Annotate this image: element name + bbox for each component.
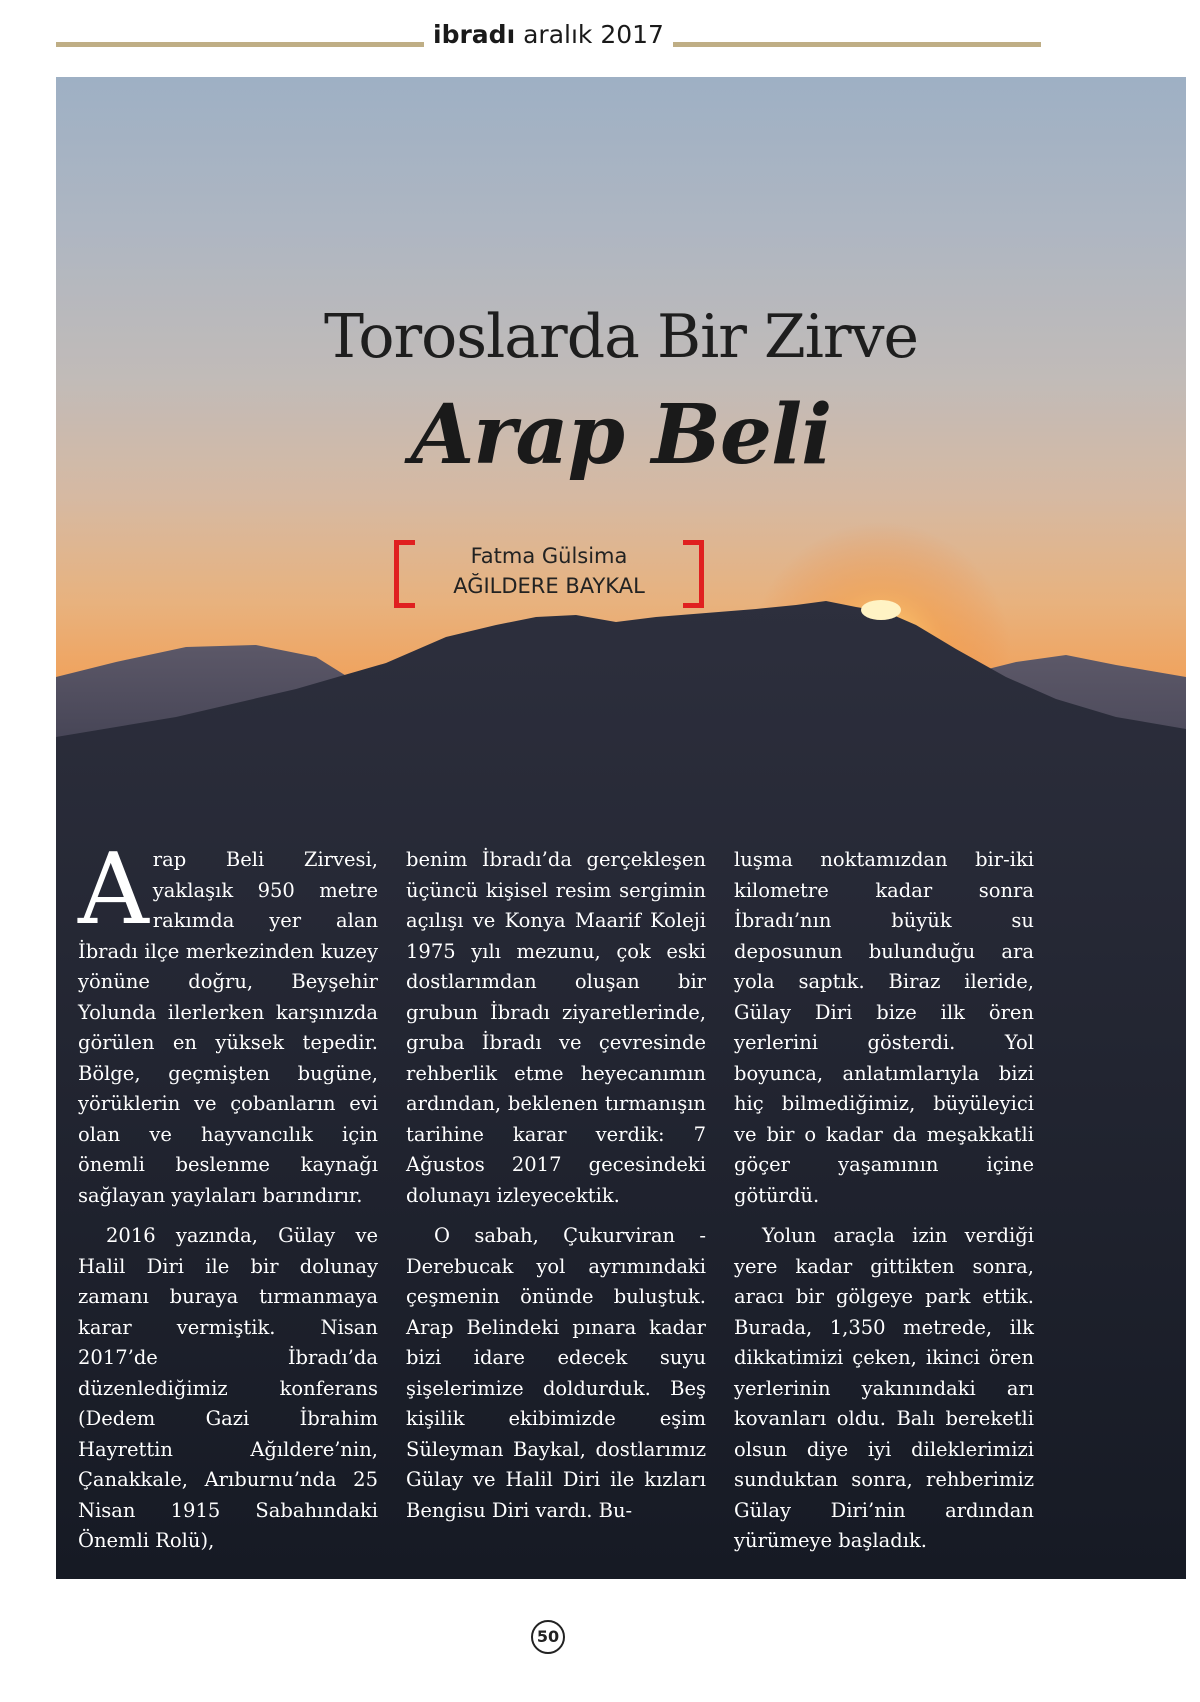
- paragraph-text: rap Beli Zirvesi, yaklaşık 950 metre rakımda yer alan İbradı ilçe merkezinden kuzey yönüne doğru, Beyşehir Yolunda ilerlerken karşınızda görülen en yüksek tepedir. Bölge, geçmişten bugüne, yörüklerin ve çobanların evi olan ve hayvancılık için önemli beslenme kaynağı sağlayan yaylaları barındırır.: [78, 848, 378, 1207]
- masthead-issue: aralık 2017: [523, 20, 664, 49]
- article-body: [78, 833, 1148, 1552]
- column-2: [406, 845, 706, 1545]
- paragraph: luşma noktamızdan bir-iki kilometre kadar sonra İbradı’nın büyük su deposunun bulunduğu ara yola saptık. Biraz ileride, Gülay Diri bize ilk ören yerlerini gösterdi. Yol boyunca, anlatımlarıyla bizi hiç bilmediğimiz, büyüleyici ve bir o kadar da meşakkatli göçer yaşamının içine götürdü.: [734, 848, 1034, 1207]
- author-last-name: AĞILDERE BAYKAL: [453, 574, 645, 598]
- page-number: 50: [531, 1620, 565, 1654]
- author-first-name: Fatma Gülsima: [470, 544, 628, 568]
- paragraph: benim İbradı’da gerçekleşen üçüncü kişisel resim sergimin açılışı ve Konya Maarif Koleji 1975 yılı mezunu, çok eski dostlarımdan oluşan bir grubun İbradı ziyaretlerinde, gruba İbradı ve çevresinde rehberlik etme heyecanımın ardından, beklenen tırmanışın tarihine karar verdik: 7 Ağustos 2017 gecesindeki dolunayı izleyecektik.: [406, 848, 706, 1207]
- masthead: [424, 22, 673, 47]
- author-byline: [394, 540, 704, 598]
- paragraph: Yolun araçla izin verdiği yere kadar gittikten sonra, aracı bir gölgeye park ettik. Burada, 1,350 metrede, ilk dikkatimizi çeken, ikinci ören yerlerinin yakınındaki arı kovanları oldu. Balı bereketli olsun diye iyi dileklerimizi sunduktan sonra, rehberimiz Gülay Diri’nin ardından yürümeye başladık.: [734, 1224, 1034, 1552]
- paragraph: [78, 833, 378, 1211]
- paragraph: 2016 yazında, Gülay ve Halil Diri ile bir dolunay zamanı buraya tırmanmaya karar vermiştik. Nisan 2017’de İbradı’da düzenlediğimiz konferans (Dedem Gazi İbrahim Hayrettin Ağıldere’nin, Çanakkale, Arıburnu’nda 25 Nisan 1915 Sabahındaki Önemli Rolü),: [78, 1224, 378, 1552]
- column-3: [734, 845, 1034, 1552]
- article-title-line1: Toroslarda Bir Zirve: [324, 302, 918, 372]
- column-1: [78, 833, 378, 1552]
- header-rule-left: [56, 42, 424, 47]
- sun: [861, 600, 901, 620]
- paragraph: O sabah, Çukurviran - Derebucak yol ayrımındaki çeşmenin önünde buluştuk. Arap Belindeki pınara kadar bizi idare edecek suyu şişelerimize doldurduk. Beş kişilik ekibimizde eşim Süleyman Baykal, dostlarımız Gülay ve Halil Diri ile kızları Bengisu Diri vardı. Bu-: [406, 1224, 706, 1522]
- drop-cap: A: [78, 833, 149, 947]
- header-rule-right: [673, 42, 1041, 47]
- sunset-mountain-photo: [56, 77, 1186, 1579]
- masthead-brand: ibradı: [433, 20, 516, 49]
- article-title-line2: Arap Beli: [410, 387, 832, 483]
